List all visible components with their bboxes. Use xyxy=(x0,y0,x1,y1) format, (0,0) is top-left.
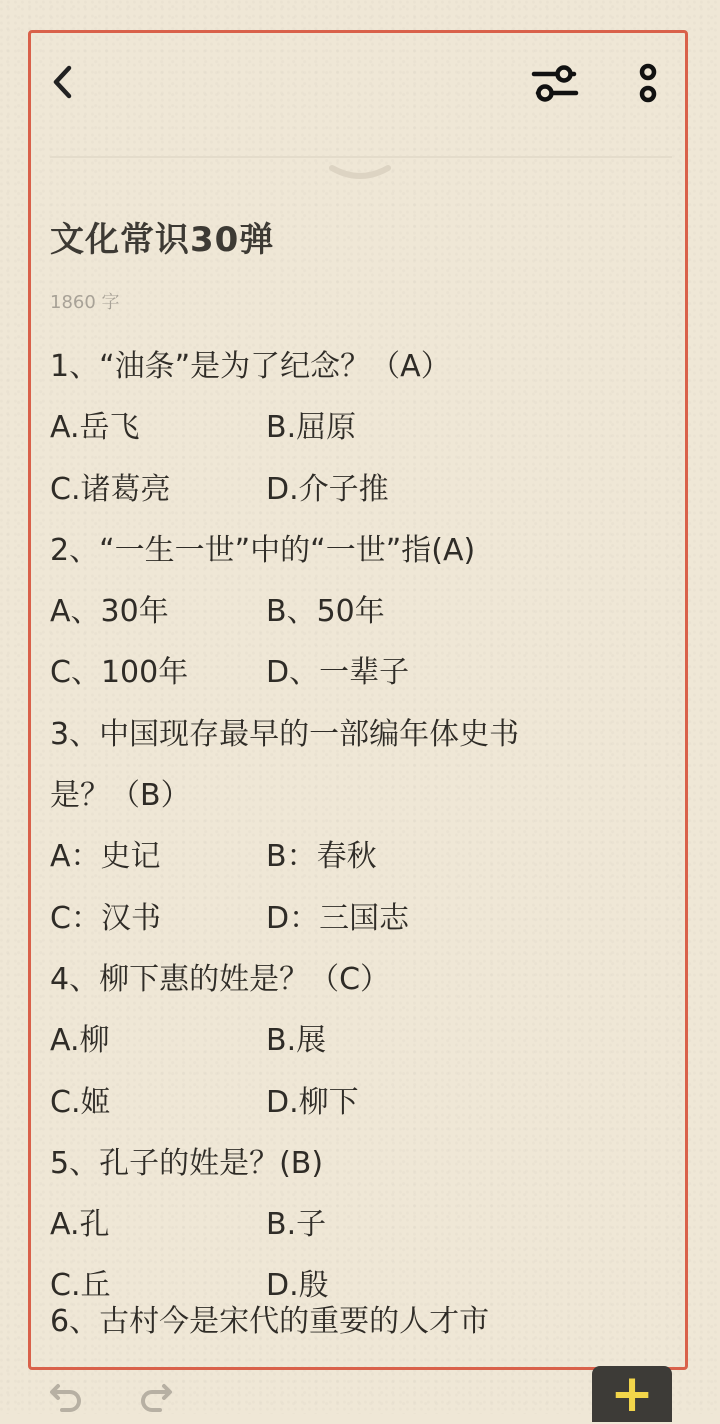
answer-option: C.姬 xyxy=(50,1084,111,1120)
options-line xyxy=(50,581,680,642)
back-button[interactable] xyxy=(44,62,80,102)
word-count: 1860 字 xyxy=(50,292,120,313)
answer-option: C、100年 xyxy=(50,655,189,691)
answer-option: C.丘 xyxy=(50,1268,111,1304)
answer-option: B.展 xyxy=(266,1023,327,1059)
note-body[interactable] xyxy=(50,336,680,1317)
question-line: 是？（B） xyxy=(50,778,191,814)
options-line xyxy=(50,459,680,520)
options-line xyxy=(50,1010,680,1071)
toolbar-divider xyxy=(50,156,672,158)
options-line xyxy=(50,888,680,949)
answer-option: C：汉书 xyxy=(50,900,161,936)
top-toolbar xyxy=(0,0,720,160)
answer-option: D.柳下 xyxy=(266,1084,359,1120)
partially-visible-line xyxy=(50,1304,680,1339)
answer-option: B、50年 xyxy=(266,594,385,630)
more-options-button[interactable] xyxy=(630,60,666,108)
sliders-icon xyxy=(530,62,582,106)
answer-option: A、30年 xyxy=(50,594,169,630)
note-title[interactable]: 文化常识30弹 xyxy=(50,220,275,260)
answer-option: D：三国志 xyxy=(266,900,410,936)
collapse-handle[interactable] xyxy=(328,162,392,184)
question-line: 1、“油条”是为了纪念？（A） xyxy=(50,349,451,384)
format-settings-button[interactable] xyxy=(530,62,582,106)
question-line: 2、“一生一世”中的“一世”指(A) xyxy=(50,532,476,568)
cut-line-text: 6、古村今是宋代的重要的人才市 xyxy=(50,1304,490,1339)
vertical-dots-icon xyxy=(630,60,666,108)
answer-option: D.介子推 xyxy=(266,471,389,507)
answer-option: A.孔 xyxy=(50,1207,110,1243)
answer-option: A：史记 xyxy=(50,839,161,875)
answer-option: C.诸葛亮 xyxy=(50,471,171,507)
answer-option: A.柳 xyxy=(50,1023,110,1059)
answer-option: B：春秋 xyxy=(266,839,377,875)
answer-option: D、一辈子 xyxy=(266,655,410,691)
answer-option: B.屈原 xyxy=(266,410,357,446)
answer-option: A.岳飞 xyxy=(50,410,140,446)
options-line xyxy=(50,397,680,458)
add-button[interactable] xyxy=(592,1366,672,1422)
question-line: 5、孔子的姓是？(B) xyxy=(50,1145,324,1181)
redo-icon xyxy=(138,1376,174,1412)
redo-button[interactable] xyxy=(138,1376,174,1412)
question-line: 3、中国现存最早的一部编年体史书 xyxy=(50,716,520,752)
undo-icon xyxy=(48,1376,84,1412)
question-line: 4、柳下惠的姓是？（C） xyxy=(50,961,391,997)
chevron-left-icon xyxy=(51,65,73,99)
options-line xyxy=(50,1194,680,1255)
answer-option: B.子 xyxy=(266,1207,327,1243)
undo-button[interactable] xyxy=(48,1376,84,1412)
options-line xyxy=(50,826,680,887)
chevron-down-icon xyxy=(328,162,392,184)
plus-icon: + xyxy=(610,1364,654,1424)
options-line xyxy=(50,1072,680,1133)
options-line xyxy=(50,642,680,703)
answer-option: D.殷 xyxy=(266,1268,329,1304)
